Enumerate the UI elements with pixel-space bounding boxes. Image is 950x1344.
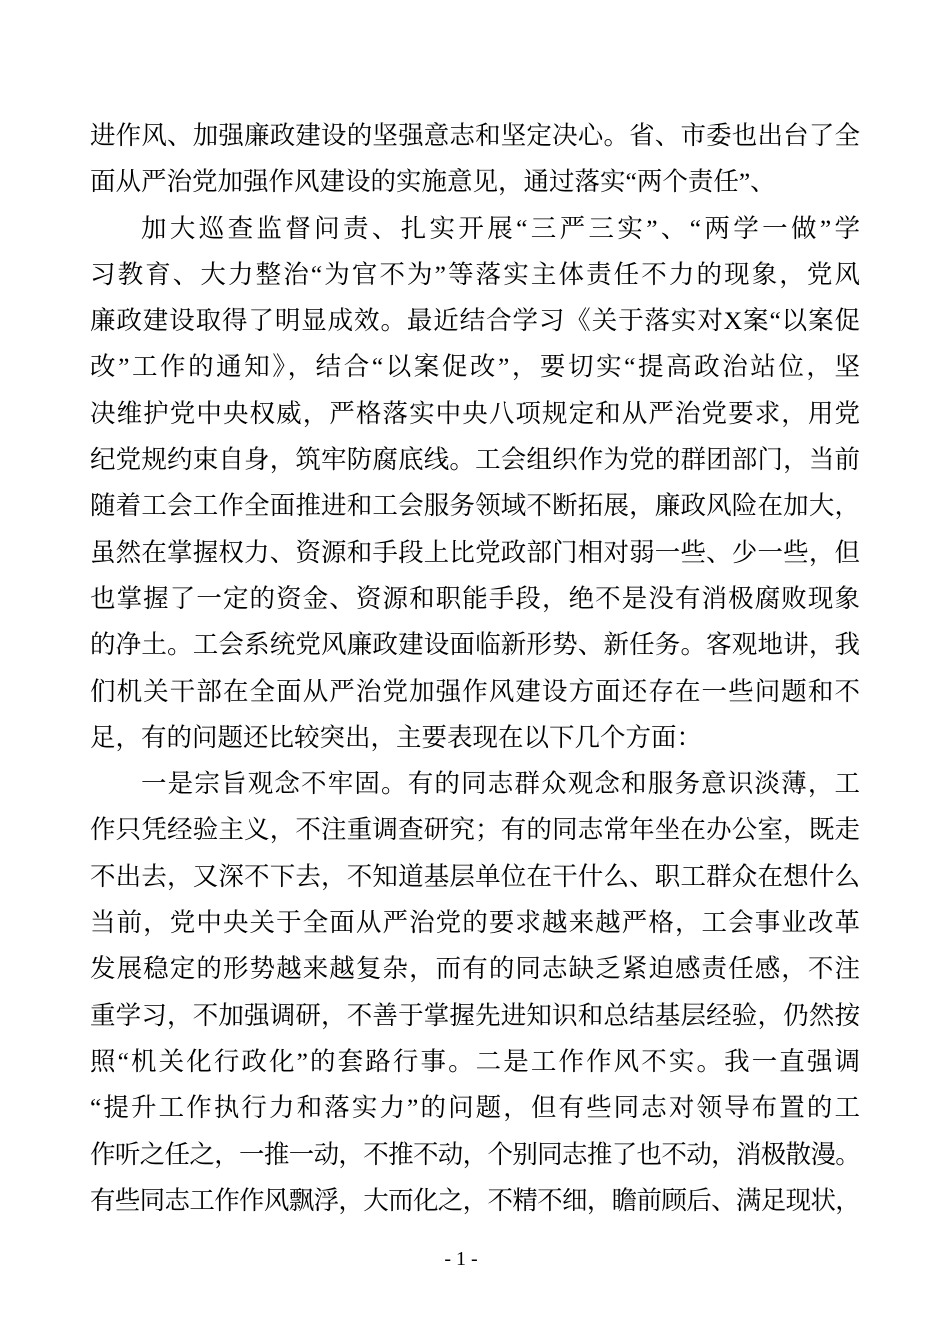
- text-line: 不出去，又深不下去，不知道基层单位在干什么、职工群众在想什么: [90, 861, 860, 891]
- text-line: 面从严治党加强作风建设的实施意见，通过落实“两个责任”、: [90, 167, 776, 197]
- text-line: 廉政建设取得了明显成效。最近结合学习《关于落实对X案“以案促: [90, 306, 860, 336]
- document-body: [90, 113, 860, 1224]
- text-line: 重学习，不加强调研，不善于掌握先进知识和总结基层经验，仍然按: [90, 1000, 860, 1030]
- text-line: 足，有的问题还比较突出，主要表现在以下几个方面：: [90, 722, 703, 752]
- text-line: 当前，党中央关于全面从严治党的要求越来越严格，工会事业改革: [90, 908, 860, 938]
- text-line: 随着工会工作全面推进和工会服务领域不断拓展，廉政风险在加大，: [90, 491, 860, 521]
- text-line: 进作风、加强廉政建设的坚强意志和坚定决心。省、市委也出台了全: [90, 121, 860, 150]
- text-line: 发展稳定的形势越来越复杂，而有的同志缺乏紧迫感责任感，不注: [90, 954, 860, 984]
- text-line: 也掌握了一定的资金、资源和职能手段，绝不是没有消极腐败现象: [90, 583, 860, 613]
- text-line: 们机关干部在全面从严治党加强作风建设方面还存在一些问题和不: [90, 676, 860, 706]
- text-line: 有些同志工作作风飘浮，大而化之，不精不细，瞻前顾后、满足现状，: [90, 1185, 860, 1215]
- page-number: - 1 -: [444, 1248, 478, 1270]
- text-line: 习教育、大力整治“为官不为”等落实主体责任不力的现象，党风: [90, 259, 860, 289]
- text-line: 作只凭经验主义，不注重调查研究；有的同志常年坐在办公室，既走: [90, 815, 860, 845]
- text-line: 照“机关化行政化”的套路行事。二是工作作风不实。我一直强调: [90, 1046, 860, 1076]
- text-line: “提升工作执行力和落实力”的问题，但有些同志对领导布置的工: [90, 1093, 860, 1123]
- text-line: 纪党规约束自身，筑牢防腐底线。工会组织作为党的群团部门，当前: [90, 445, 860, 475]
- text-line: 的净土。工会系统党风廉政建设面临新形势、新任务。客观地讲，我: [90, 630, 860, 660]
- text-line: 决维护党中央权威，严格落实中央八项规定和从严治党要求，用党: [90, 398, 860, 428]
- text-line: 虽然在掌握权力、资源和手段上比党政部门相对弱一些、少一些，但: [90, 537, 860, 567]
- text-line: 加大巡查监督问责、扎实开展“三严三实”、“两学一做”学: [141, 213, 860, 243]
- text-line: 改”工作的通知》，结合“以案促改”，要切实“提高政治站位，坚: [90, 352, 860, 382]
- text-line: 一是宗旨观念不牢固。有的同志群众观念和服务意识淡薄，工: [141, 769, 860, 799]
- text-line: 作听之任之，一推一动，不推不动，个别同志推了也不动，消极散漫。: [90, 1139, 860, 1169]
